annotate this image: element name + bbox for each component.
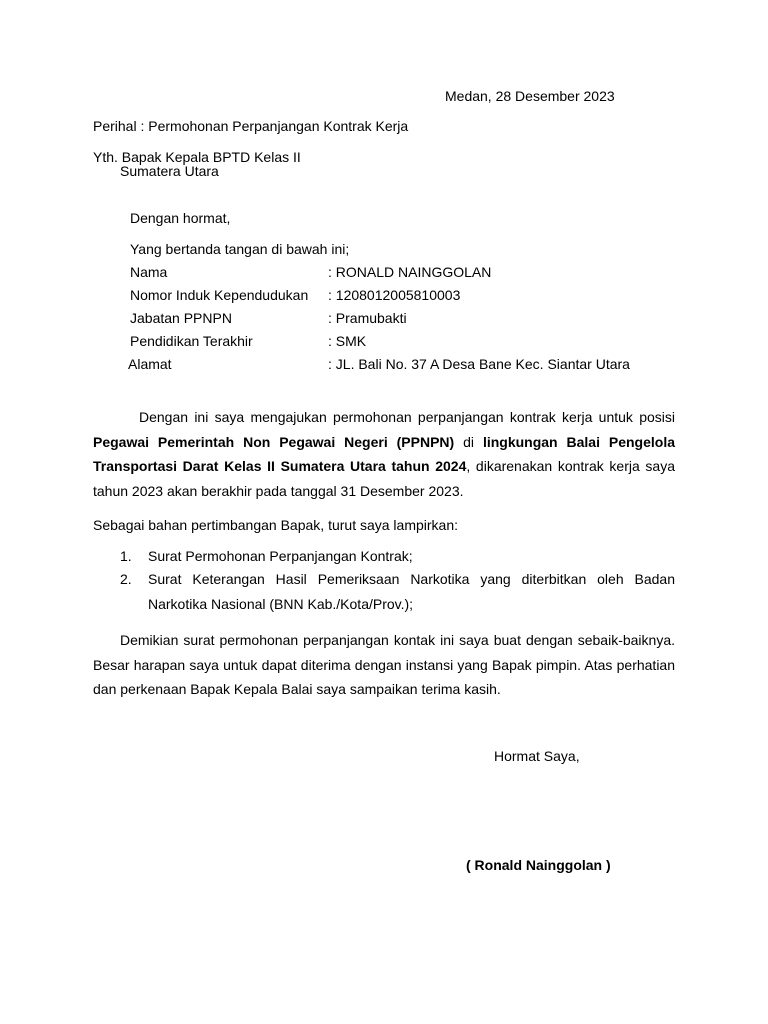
body-paragraph <box>93 405 675 503</box>
field-label: Alamat <box>128 356 172 372</box>
body-bold-text: Pegawai Pemerintah Non Pegawai Negeri (PPNPN) <box>93 433 455 450</box>
field-value: : RONALD NAINGGOLAN <box>328 264 492 280</box>
field-label: Pendidikan Terakhir <box>130 333 253 349</box>
body-text: , dikarenakan kontrak kerja saya tahun 2023 akan berakhir pada tanggal 31 Desember 2023. <box>93 458 675 499</box>
field-value: : SMK <box>328 333 367 349</box>
intro-line: Yang bertanda tangan di bawah ini; <box>130 241 350 257</box>
field-label: Jabatan PPNPN <box>130 310 232 326</box>
recipient-line-2: Sumatera Utara <box>120 163 219 179</box>
body-text: Dengan ini saya mengajukan permohonan perpanjangan kontrak kerja untuk posisi <box>139 409 675 425</box>
signatory-name: ( Ronald Nainggolan ) <box>466 857 611 873</box>
list-item-number: 1. <box>120 548 132 564</box>
list-item: Surat Permohonan Perpanjangan Kontrak; <box>148 548 413 564</box>
field-value: : Pramubakti <box>328 310 407 326</box>
subject-line: Perihal : Permohonan Perpanjangan Kontrak Kerja <box>93 118 409 134</box>
field-label: Nama <box>130 264 168 280</box>
body-text: di <box>463 433 475 450</box>
sign-off: Hormat Saya, <box>494 748 580 764</box>
closing-paragraph: Demikian surat permohonan perpanjangan kontak ini saya buat dengan sebaik-baiknya. Besar harapan saya untuk dapat diterima dengan instansi yang Bapak pimpin. Atas perhatian dan perkenaan Bapak Kepala Balai saya sampaikan terima kasih. <box>93 632 675 697</box>
body-bold-text: lingkungan Balai Pengelola Transportasi Darat Kelas II Sumatera Utara tahun 2024 <box>93 433 676 474</box>
field-value: : 1208012005810003 <box>328 287 461 303</box>
field-label: Nomor Induk Kependudukan <box>130 287 309 303</box>
attachments-intro: Sebagai bahan pertimbangan Bapak, turut saya lampirkan: <box>93 517 459 533</box>
field-value: : JL. Bali No. 37 A Desa Bane Kec. Siantar Utara <box>328 356 630 372</box>
greeting: Dengan hormat, <box>130 210 231 226</box>
list-item: Surat Keterangan Hasil Pemeriksaan Narkotika yang diterbitkan oleh Badan Narkotika Nasional (BNN Kab./Kota/Prov.); <box>148 571 675 612</box>
recipient-line-1: Yth. Bapak Kepala BPTD Kelas II <box>93 149 301 165</box>
place-date: Medan, 28 Desember 2023 <box>445 88 615 104</box>
list-item-number: 2. <box>120 571 132 587</box>
